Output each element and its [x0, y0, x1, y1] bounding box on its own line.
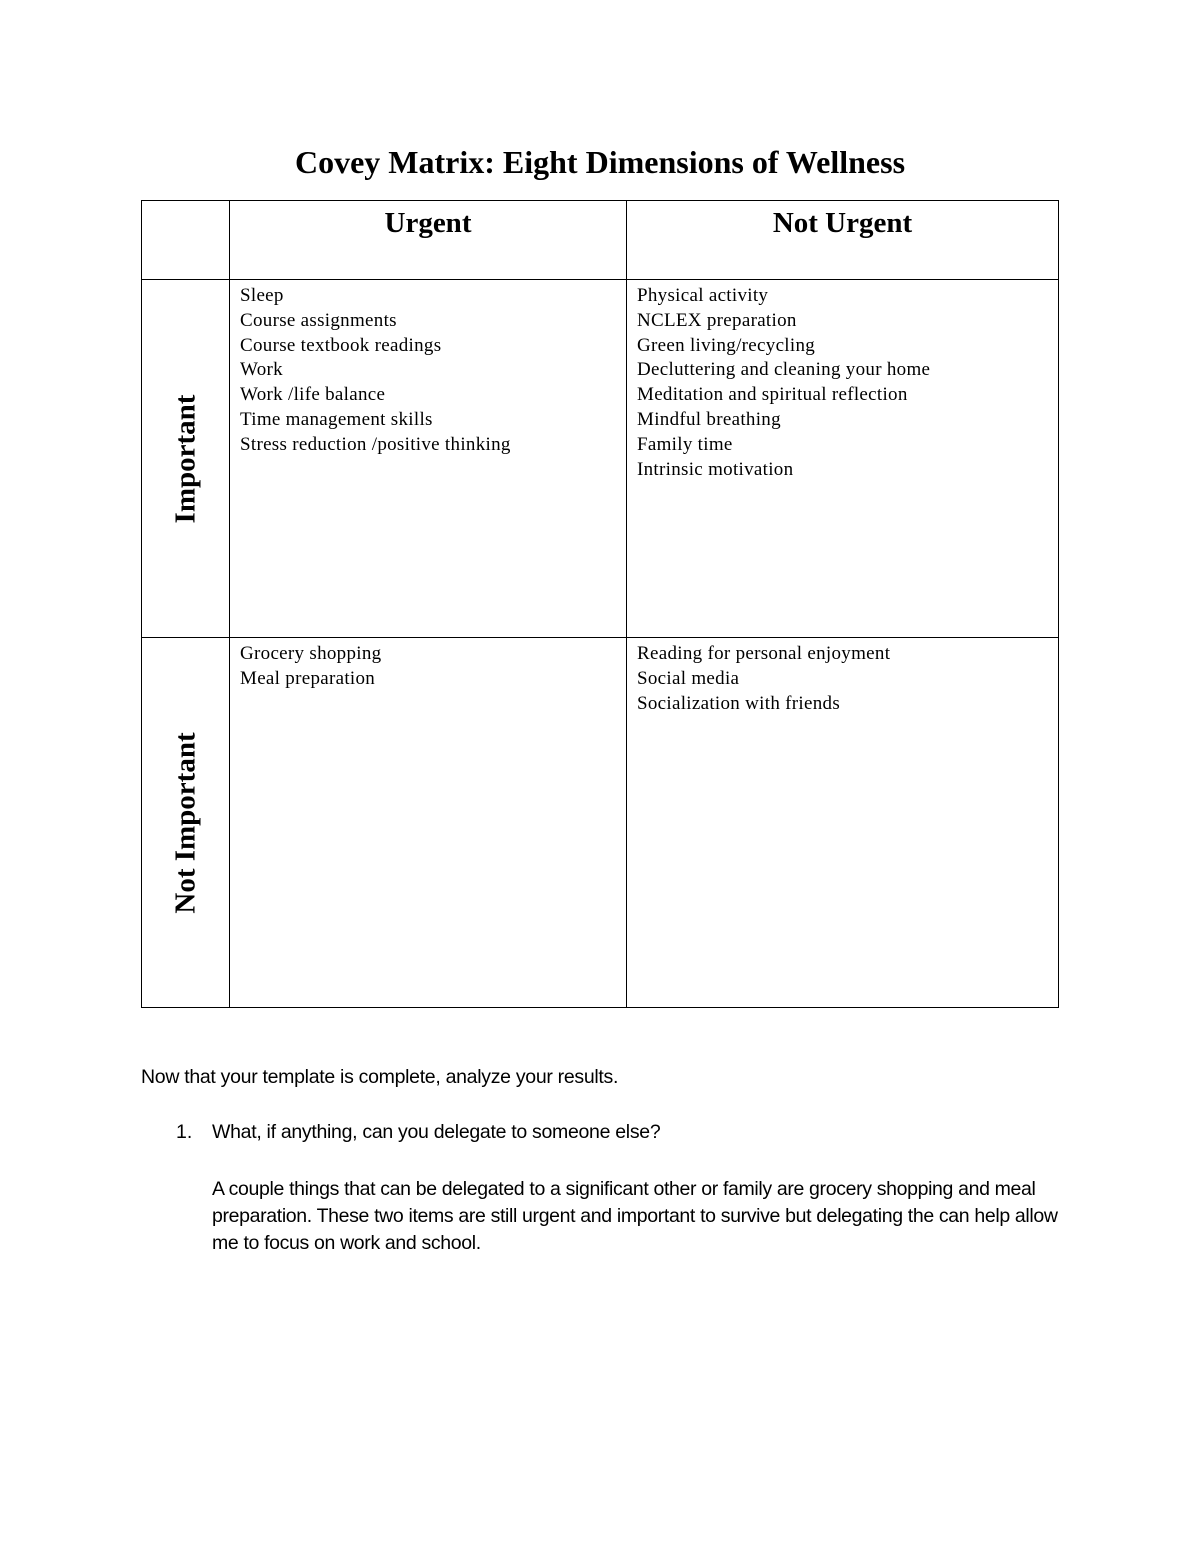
list-item: Reading for personal enjoyment — [637, 643, 891, 664]
list-item: Social media — [637, 667, 740, 689]
list-item: Grocery shopping — [240, 643, 382, 664]
important-row — [142, 280, 1059, 638]
answer-paragraph: A couple things that can be delegated to a significant other or family are grocery shopping and meal preparation. These two items are still urgent and important to survive but delegating the can help allow me to focus on work and school. — [212, 1178, 1058, 1254]
list-item: Course assignments — [240, 309, 397, 331]
document-title: Covey Matrix: Eight Dimensions of Wellness — [294, 144, 906, 180]
list-item: Meditation and spiritual reflection — [637, 384, 908, 406]
list-item: Sleep — [240, 285, 284, 306]
list-item: Physical activity — [637, 285, 769, 306]
list-item: Course textbook readings — [240, 334, 442, 356]
list-item: Work /life balance — [240, 384, 386, 406]
list-item: Time management skills — [240, 408, 433, 430]
cell-not-important-urgent — [230, 638, 627, 1008]
not-important-row — [142, 638, 1059, 1008]
list-item: Intrinsic motivation — [637, 458, 794, 480]
list-item: Family time — [637, 433, 733, 455]
row-header-not-important-cell — [142, 638, 230, 1008]
row-header-important: Important — [169, 394, 201, 523]
list-item: Green living/recycling — [637, 334, 816, 356]
list-item: Decluttering and cleaning your home — [637, 359, 931, 381]
covey-matrix-table — [141, 200, 1059, 1008]
header-row — [142, 201, 1059, 280]
column-header-not-urgent: Not Urgent — [627, 201, 1059, 280]
column-header-urgent: Urgent — [230, 201, 627, 280]
row-header-not-important: Not Important — [169, 731, 201, 914]
list-item: NCLEX preparation — [637, 309, 797, 331]
list-important-not-urgent — [637, 284, 1058, 482]
cell-important-urgent — [230, 280, 627, 638]
analysis-prompt: Now that your template is complete, analyze your results. — [141, 1066, 619, 1088]
question-number: 1. — [176, 1121, 193, 1143]
list-item: Socialization with friends — [637, 692, 841, 714]
question-text: What, if anything, can you delegate to someone else? — [212, 1121, 661, 1143]
corner-cell — [142, 201, 230, 280]
row-header-important-cell — [142, 280, 230, 638]
list-not-important-not-urgent — [637, 642, 1058, 716]
list-important-urgent — [240, 284, 626, 458]
list-item: Stress reduction /positive thinking — [240, 433, 511, 455]
list-item: Mindful breathing — [637, 408, 781, 430]
list-item: Meal preparation — [240, 667, 376, 689]
cell-important-not-urgent — [627, 280, 1059, 638]
cell-not-important-not-urgent — [627, 638, 1059, 1008]
list-not-important-urgent — [240, 642, 626, 692]
list-item: Work — [240, 359, 283, 381]
